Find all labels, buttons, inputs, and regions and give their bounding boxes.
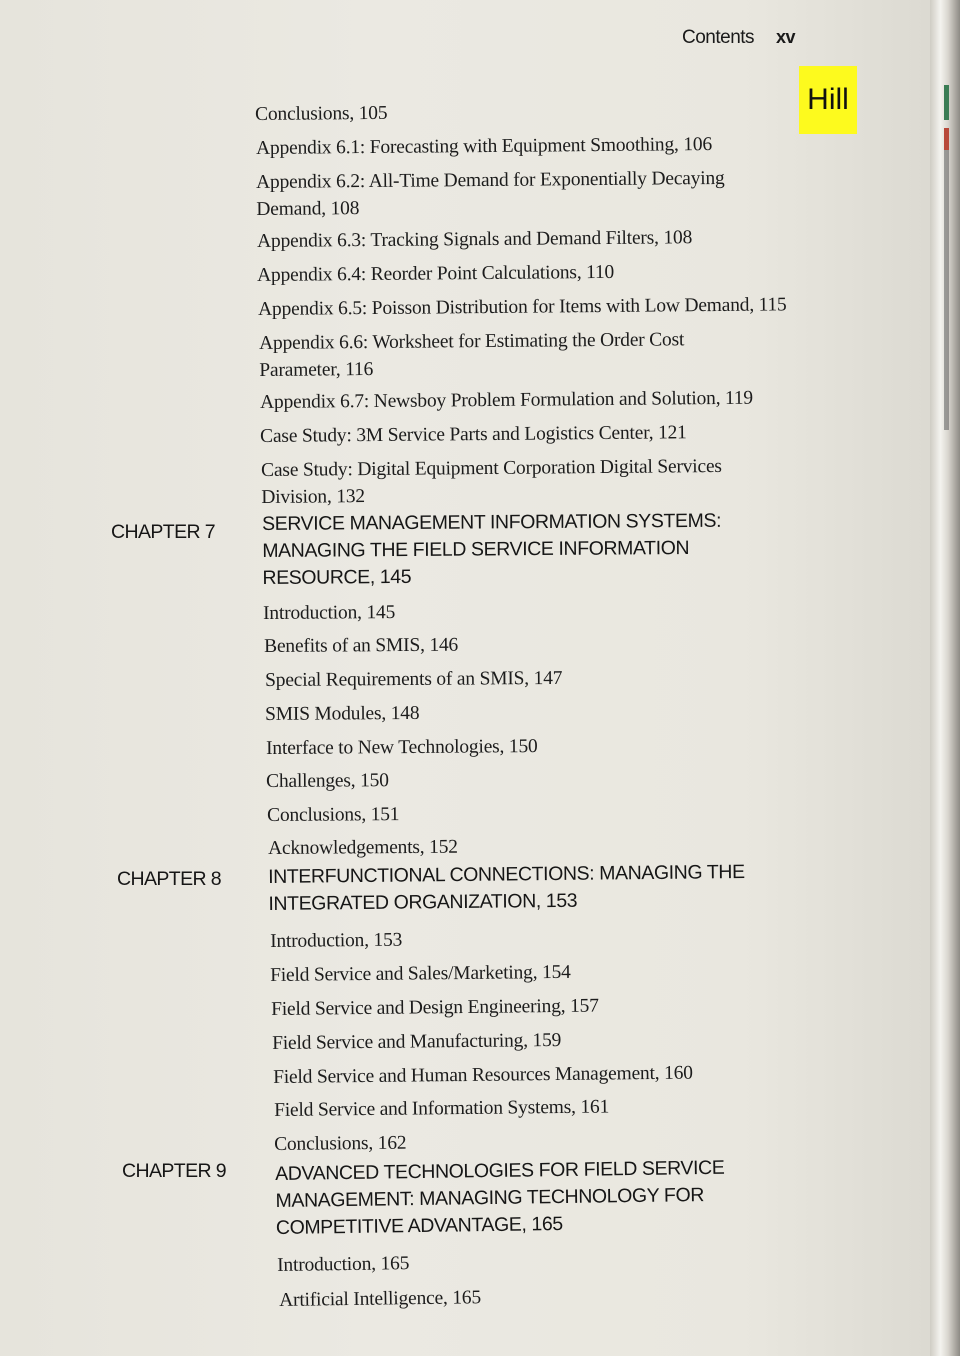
toc-entry: Conclusions, 162 bbox=[274, 1132, 407, 1155]
toc-entry-text: Appendix 6.4: Reorder Point Calculations, 110 bbox=[257, 261, 615, 286]
toc-entry: Special Requirements of an SMIS, 147 bbox=[265, 667, 563, 691]
toc-entry: Challenges, 150 bbox=[266, 770, 389, 792]
toc-entry bbox=[261, 453, 722, 511]
toc-entry bbox=[258, 291, 787, 323]
toc-entry: Acknowledgements, 152 bbox=[268, 836, 458, 859]
chapter-title-line: ADVANCED TECHNOLOGIES FOR FIELD SERVICE bbox=[275, 1156, 725, 1185]
toc-entry: Introduction, 165 bbox=[277, 1253, 410, 1276]
toc-entry: Field Service and Manufacturing, 159 bbox=[272, 1029, 562, 1054]
chapter-title-line: MANAGEMENT: MANAGING TECHNOLOGY FOR bbox=[275, 1184, 705, 1212]
chapter-title-line: MANAGING THE FIELD SERVICE INFORMATION bbox=[262, 537, 690, 562]
chapter-title-line: SERVICE MANAGEMENT INFORMATION SYSTEMS: bbox=[262, 509, 722, 535]
toc-entry-text: Appendix 6.5: Poisson Distribution for Items with Low Demand, 115 bbox=[258, 294, 787, 320]
toc-entry-text: Appendix 6.6: Worksheet for Estimating the Order Cost bbox=[259, 329, 685, 354]
page-edge bbox=[930, 0, 960, 1356]
toc-entry: Benefits of an SMIS, 146 bbox=[264, 634, 459, 657]
toc-entry bbox=[256, 165, 725, 223]
chapter-title-line: RESOURCE, 145 bbox=[262, 565, 412, 589]
toc-entry-text: Parameter, 116 bbox=[259, 359, 374, 381]
toc-entry: Field Service and Sales/Marketing, 154 bbox=[270, 961, 571, 986]
chapter-label: CHAPTER 7 bbox=[111, 521, 216, 543]
toc-entry: SMIS Modules, 148 bbox=[265, 702, 420, 725]
toc-entry bbox=[257, 224, 692, 255]
toc-entry bbox=[256, 131, 712, 162]
toc-entry: Field Service and Information Systems, 161 bbox=[274, 1096, 610, 1121]
toc-entry: Field Service and Design Engineering, 157 bbox=[271, 995, 599, 1020]
toc-entry bbox=[260, 419, 687, 450]
toc-entry-text: Case Study: 3M Service Parts and Logistics Center, 121 bbox=[260, 422, 687, 447]
toc-entry bbox=[259, 326, 685, 384]
toc-entry: Artificial Intelligence, 165 bbox=[279, 1287, 482, 1311]
page-number: xv bbox=[776, 27, 796, 47]
toc-entry bbox=[257, 259, 614, 289]
edge-stripe bbox=[944, 85, 949, 120]
toc-entry-text: Appendix 6.2: All-Time Demand for Exponentially Decaying bbox=[256, 167, 725, 193]
toc-entry-text: Demand, 108 bbox=[256, 198, 360, 220]
running-head-section: Contents bbox=[682, 27, 755, 48]
toc-entry-text: Appendix 6.7: Newsboy Problem Formulation and Solution, 119 bbox=[260, 387, 754, 413]
toc-entry-text: Case Study: Digital Equipment Corporation Digital Services bbox=[261, 455, 722, 481]
chapter-title bbox=[262, 508, 722, 592]
highlight-tag: Hill bbox=[799, 66, 857, 134]
toc-entry-text: Conclusions, 105 bbox=[255, 102, 388, 125]
chapter-title-line: INTEGRATED ORGANIZATION, 153 bbox=[268, 889, 578, 915]
edge-stripe bbox=[944, 128, 949, 150]
chapter-title-line: COMPETITIVE ADVANTAGE, 165 bbox=[275, 1212, 563, 1239]
chapter-title bbox=[268, 859, 745, 918]
toc-entry-text: Appendix 6.3: Tracking Signals and Demand Filters, 108 bbox=[257, 227, 693, 252]
chapter-label: CHAPTER 8 bbox=[117, 868, 222, 890]
toc-entry: Field Service and Human Resources Management, 160 bbox=[273, 1062, 693, 1088]
edge-stripe bbox=[944, 150, 949, 430]
chapter-label: CHAPTER 9 bbox=[122, 1160, 227, 1182]
toc-entry: Conclusions, 151 bbox=[267, 804, 400, 826]
toc-entry: Interface to New Technologies, 150 bbox=[266, 736, 538, 759]
chapter-title-line: INTERFUNCTIONAL CONNECTIONS: MANAGING THE bbox=[268, 861, 745, 888]
toc-entry: Introduction, 153 bbox=[270, 929, 403, 952]
toc-entry-text: Division, 132 bbox=[261, 486, 366, 508]
chapter-title bbox=[275, 1155, 725, 1242]
toc-entry bbox=[260, 385, 753, 416]
toc-entry bbox=[255, 100, 387, 128]
toc-entry-text: Appendix 6.1: Forecasting with Equipment Smoothing, 106 bbox=[256, 134, 713, 159]
toc-entry: Introduction, 145 bbox=[263, 602, 396, 624]
